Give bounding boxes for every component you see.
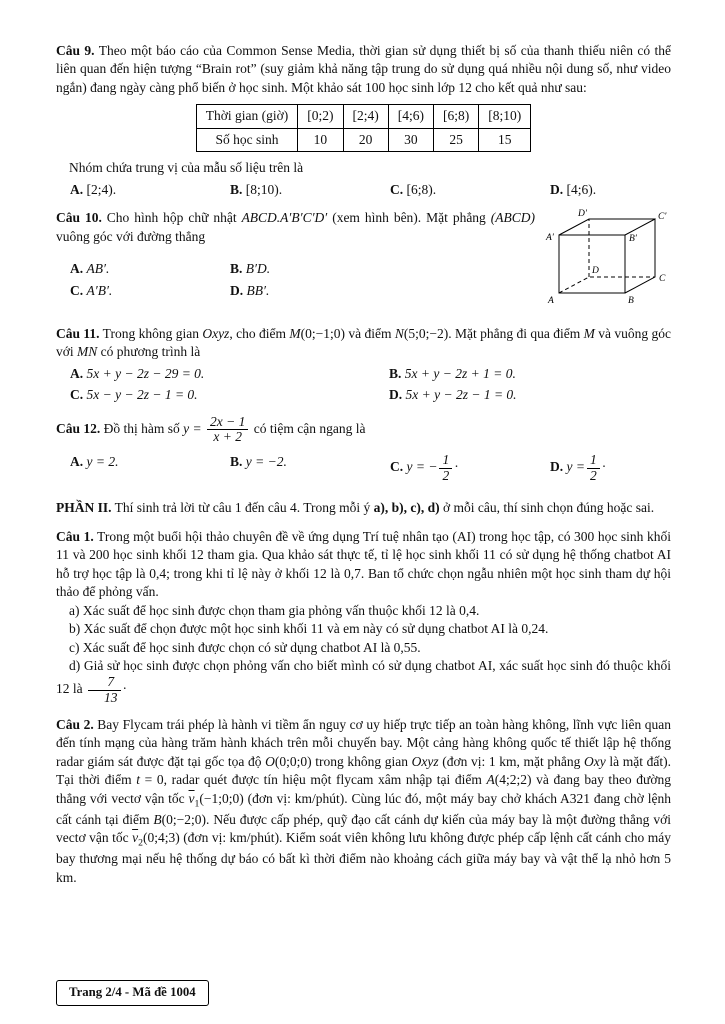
function-lhs: y = bbox=[183, 420, 202, 436]
option-letter: D. bbox=[550, 181, 564, 197]
question-12 bbox=[56, 415, 671, 483]
table-cell: 15 bbox=[479, 128, 531, 151]
option-text: y = −2. bbox=[245, 453, 287, 469]
question-10 bbox=[56, 209, 671, 314]
cuboid-hidden-edges bbox=[559, 219, 655, 293]
fraction-numerator: 7 bbox=[88, 675, 121, 691]
option-text-post: · bbox=[601, 459, 607, 475]
option-fraction bbox=[587, 453, 600, 483]
question-10-options-row-2 bbox=[56, 282, 535, 300]
option-text: A′B′. bbox=[86, 282, 113, 298]
option-b bbox=[389, 365, 516, 383]
option-d bbox=[230, 282, 390, 300]
page-footer-box bbox=[56, 980, 209, 1006]
table-cell: Thời gian (giờ) bbox=[196, 105, 298, 128]
vertex-label: A bbox=[548, 296, 554, 307]
option-text: [4;6). bbox=[566, 181, 597, 197]
vertex-label: A′ bbox=[546, 233, 554, 244]
cuboid-solid-edges bbox=[559, 219, 655, 293]
question-9-label: Câu 9. bbox=[56, 43, 95, 58]
option-fraction bbox=[439, 453, 452, 483]
option-letter: B. bbox=[230, 261, 243, 277]
p2-question-2-stem bbox=[56, 716, 671, 887]
option-letter: A. bbox=[70, 181, 84, 197]
question-11-stem bbox=[56, 325, 671, 362]
question-11-options-row-2 bbox=[56, 386, 671, 404]
function-fraction bbox=[207, 415, 248, 445]
cuboid-figure bbox=[545, 209, 671, 312]
cuboid-drawing bbox=[545, 209, 671, 307]
question-11-label: Câu 11. bbox=[56, 325, 100, 341]
option-d bbox=[550, 181, 596, 199]
table-value-row bbox=[196, 128, 531, 151]
option-text-pre: y = − bbox=[406, 459, 438, 475]
question-11 bbox=[56, 325, 671, 405]
vertex-label: B bbox=[628, 296, 634, 307]
option-c bbox=[70, 282, 230, 300]
option-d bbox=[389, 386, 517, 404]
option-b bbox=[230, 453, 390, 471]
option-letter: A. bbox=[70, 261, 84, 277]
option-c bbox=[70, 386, 389, 404]
part-2-label: PHẦN II. bbox=[56, 500, 112, 516]
option-c bbox=[390, 181, 550, 199]
option-text-post: · bbox=[454, 459, 459, 475]
vertex-label: C′ bbox=[658, 212, 667, 223]
fraction-denominator: 2 bbox=[589, 467, 597, 483]
p2-question-2-label: Câu 2. bbox=[56, 716, 94, 732]
question-10-text: Cho hình hộp chữ nhật ABCD.A′B′C′D′ (xem hình bên). Mặt phẳng (ABCD) vuông góc với đường thẳng bbox=[56, 210, 536, 244]
p2-question-1-label: Câu 1. bbox=[56, 528, 94, 544]
option-letter: C. bbox=[70, 282, 84, 298]
option-letter: D. bbox=[230, 282, 244, 298]
option-a bbox=[70, 181, 230, 199]
question-11-options-row-1 bbox=[56, 365, 671, 383]
table-cell: 10 bbox=[298, 128, 343, 151]
fraction-denominator: 13 bbox=[104, 690, 118, 706]
option-letter: C. bbox=[390, 181, 404, 197]
option-c bbox=[390, 453, 550, 483]
option-text: 5x + y − 2z − 1 = 0. bbox=[405, 387, 517, 403]
option-letter: D. bbox=[389, 387, 403, 403]
part-2-instructions bbox=[56, 499, 671, 517]
fraction-numerator: 1 bbox=[439, 453, 452, 469]
question-12-label: Câu 12. bbox=[56, 420, 101, 436]
table-cell: 25 bbox=[434, 128, 479, 151]
statement-b: b) Xác suất để chọn được một học sinh khối 11 và em này có sử dụng chatbot AI là 0,24. bbox=[69, 621, 549, 637]
option-a bbox=[70, 453, 230, 471]
question-12-intro: Đồ thị hàm số bbox=[103, 420, 180, 436]
option-text: 5x − y − 2z − 1 = 0. bbox=[86, 387, 198, 403]
footer-text: Trang 2/4 - Mã đề 1004 bbox=[69, 985, 196, 1000]
table-cell: [2;4) bbox=[343, 105, 388, 128]
option-text-pre: y = bbox=[566, 459, 585, 475]
question-9-stem bbox=[56, 42, 671, 97]
option-text: y = 2. bbox=[86, 453, 119, 469]
option-text: [8;10). bbox=[245, 181, 283, 197]
fraction-denominator: 2 bbox=[442, 467, 450, 483]
fraction-numerator: 1 bbox=[587, 453, 600, 469]
question-9-prompt: Nhóm chứa trung vị của mẫu số liệu trên là bbox=[69, 160, 304, 176]
option-text: B′D. bbox=[245, 261, 271, 277]
option-a bbox=[70, 365, 389, 383]
fraction-denominator: x + 2 bbox=[213, 429, 242, 445]
table-cell: [0;2) bbox=[298, 105, 343, 128]
question-11-text: Trong không gian Oxyz, cho điểm M(0;−1;0) và điểm N(5;0;−2). Mặt phẳng đi qua điểm M và vuông góc với MN có phương trình là bbox=[56, 325, 671, 360]
table-cell: 30 bbox=[388, 128, 433, 151]
question-9-options bbox=[56, 181, 671, 199]
table-cell: [4;6) bbox=[388, 105, 433, 128]
question-10-options-row-1 bbox=[56, 260, 535, 278]
option-a bbox=[70, 260, 230, 278]
p2-question-2-text: Bay Flycam trái phép là hành vi tiềm ẩn nguy cơ uy hiếp trực tiếp an toàn hàng không, lĩnh vực liên quan đến tính mạng của hàng trăm hành khách trên mỗi chuyến bay. Một cảng hàng không quốc tế thiết lập hệ thống radar giám sát được đặt tại gốc tọa độ O(0;0;0) trong không gian Oxyz (đơn vị: 1 km, mặt phẳng Oxy là mặt đất). Tại thời điểm t = 0, radar quét được tín hiệu một flycam xâm nhập tại điểm A(4;2;2) và đang bay theo đường thẳng với vectơ vận tốc $\overline{v}_1(-1;0;0)$ (đơn vị: km/phút). Cùng lúc đó, một máy bay chở khách A321 đang chờ lệnh cất cánh tại điểm B(0;−2;0). Nếu được cấp phép, quỹ đạo cất cánh dự kiến của máy bay là một đường thẳng với vectơ vận tốc $\overline{v}_2(0;4;3)$ (đơn vị: km/phút). Kiểm soát viên không lưu không được phép cấp lệnh cất cánh cho máy bay thương mại nếu hệ thống dự báo có bất kì thời điểm nào khoảng cách giữa máy bay và vật thể lạ nhỏ hơn 5 km. bbox=[56, 716, 672, 885]
part-2-intro-text: Thí sinh trả lời từ câu 1 đến câu 4. Trong mỗi ý a), b), c), d) ở mỗi câu, thí sinh chọn đúng hoặc sai. bbox=[114, 500, 655, 516]
fraction-numerator: 2x − 1 bbox=[207, 415, 248, 431]
table-cell: Số học sinh bbox=[196, 128, 298, 151]
option-letter: C. bbox=[390, 459, 404, 475]
table-cell: [8;10) bbox=[479, 105, 531, 128]
option-text: BB′. bbox=[246, 282, 270, 298]
question-12-options bbox=[56, 453, 671, 483]
option-text: AB′. bbox=[86, 261, 110, 277]
option-text: 5x + y − 2z − 29 = 0. bbox=[86, 365, 205, 381]
part-2-question-1 bbox=[56, 528, 671, 706]
table-cell: [6;8) bbox=[434, 105, 479, 128]
question-12-stem bbox=[56, 415, 671, 445]
part-2-question-2 bbox=[56, 716, 671, 887]
vertex-label: B′ bbox=[629, 234, 637, 245]
option-letter: C. bbox=[70, 387, 84, 403]
option-letter: A. bbox=[70, 365, 84, 381]
option-letter: D. bbox=[550, 459, 564, 475]
question-12-tail: có tiệm cận ngang là bbox=[253, 420, 366, 436]
option-letter: B. bbox=[389, 365, 402, 381]
vertex-label: D bbox=[592, 266, 599, 277]
option-letter: B. bbox=[230, 181, 243, 197]
vertex-label: D′ bbox=[578, 209, 587, 220]
option-letter: A. bbox=[70, 453, 84, 469]
statement-d-text: d) Giả sử học sinh được chọn phỏng vấn cho biết mình có sử dụng chatbot AI, xác suất học sinh đó thuộc khối 12 là bbox=[56, 658, 671, 697]
option-b bbox=[230, 260, 390, 278]
p2-question-1-stem bbox=[56, 528, 671, 602]
statement-a: a) Xác suất để học sinh được chọn tham gia phỏng vấn thuộc khối 12 là 0,4. bbox=[69, 602, 480, 618]
vertex-label: C bbox=[659, 274, 666, 285]
statement-c: c) Xác suất để học sinh được chọn có sử dụng chatbot AI là 0,55. bbox=[69, 639, 421, 655]
option-text: [2;4). bbox=[86, 181, 117, 197]
option-d bbox=[550, 453, 606, 483]
p2-question-1-text: Trong một buổi hội thảo chuyên đề về ứng dụng Trí tuệ nhân tạo (AI) trong học tập, có 300 học sinh khối 11 và 200 học sinh khối 12 tham gia. Qua khảo sát thực tế, tỉ lệ học sinh khối 11 có sử dụng hệ thống chatbot AI hỗ trợ học tập là 0,4; trong khi tỉ lệ này ở khối 12 là 0,7. Ban tổ chức chọn ngẫu nhiên một học sinh tham dự hội thảo để phỏng vấn. bbox=[56, 528, 671, 600]
statement-d bbox=[56, 657, 671, 706]
question-9 bbox=[56, 42, 671, 199]
option-b bbox=[230, 181, 390, 199]
question-10-label: Câu 10. bbox=[56, 210, 102, 226]
table-header-row bbox=[196, 105, 531, 128]
frequency-table bbox=[196, 104, 532, 152]
table-cell: 20 bbox=[343, 128, 388, 151]
part-2-header bbox=[56, 499, 671, 517]
statement-d-post: · bbox=[122, 681, 127, 697]
option-text: [6;8). bbox=[406, 181, 437, 197]
question-9-text: Theo một báo cáo của Common Sense Media, thời gian sử dụng thiết bị số của thanh thiếu niên có thể liên quan đến hiện tượng “Brain rot” (suy giảm khả năng tập trung do sử dụng quá nhiều nội dung số, như video ngắn) đang ngày càng phổ biến ở học sinh. Một khảo sát 100 học sinh lớp 12 cho kết quả như sau: bbox=[56, 43, 672, 95]
option-text: 5x + y − 2z + 1 = 0. bbox=[404, 365, 516, 381]
option-letter: B. bbox=[230, 453, 243, 469]
statement-d-fraction bbox=[88, 675, 121, 705]
